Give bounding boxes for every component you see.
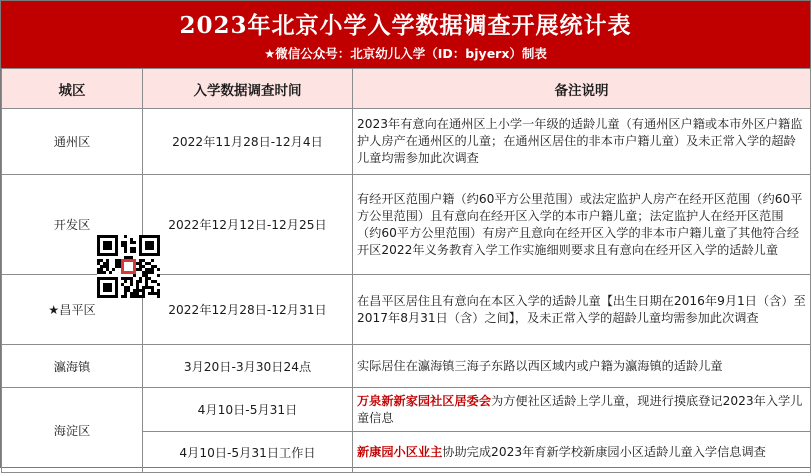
- qr-module: [139, 259, 142, 262]
- note-text: 协助完成2023年育新学校新康园小区适龄儿童入学信息调查: [442, 444, 766, 459]
- qr-module: [142, 271, 145, 274]
- qr-module: [133, 250, 136, 253]
- time-cell: 4月10日-5月31日: [143, 388, 353, 432]
- qr-module: [151, 271, 154, 274]
- qr-module: [121, 295, 124, 298]
- qr-module: [151, 259, 154, 262]
- qr-module: [145, 283, 148, 286]
- table-row: [2, 109, 811, 175]
- qr-module: [133, 274, 136, 277]
- qr-module: [145, 262, 148, 265]
- qr-module: [124, 247, 127, 250]
- page-subtitle: ★微信公众号：北京幼儿入学（ID：bjyerx）制表: [264, 46, 547, 61]
- qr-module: [130, 250, 133, 253]
- qr-module: [106, 265, 109, 268]
- qr-module: [136, 280, 139, 283]
- qr-module: [139, 295, 142, 298]
- qr-module: [103, 262, 106, 265]
- qr-module: [154, 265, 157, 268]
- time-cell: 2022年12月12日-12月25日: [143, 175, 353, 275]
- qr-module: [136, 295, 139, 298]
- qr-module: [139, 277, 142, 280]
- qr-finder-core: [103, 283, 112, 292]
- qr-module: [157, 292, 160, 295]
- qr-module: [145, 277, 148, 280]
- qr-module: [148, 271, 151, 274]
- qr-module: [124, 241, 127, 244]
- qr-module: [115, 262, 118, 265]
- qr-module: [124, 286, 127, 289]
- qr-module: [106, 262, 109, 265]
- qr-module: [127, 289, 130, 292]
- qr-module: [151, 280, 154, 283]
- qr-module: [130, 292, 133, 295]
- qr-module: [130, 238, 133, 241]
- qr-module: [133, 292, 136, 295]
- qr-module: [154, 280, 157, 283]
- qr-module: [145, 271, 148, 274]
- qr-module: [142, 289, 145, 292]
- time-cell: 3月20日-3月30日24点: [143, 345, 353, 388]
- qr-module: [133, 247, 136, 250]
- qr-module: [97, 271, 100, 274]
- qr-module: [109, 271, 112, 274]
- qr-module: [148, 262, 151, 265]
- qr-module: [157, 283, 160, 286]
- qr-module: [133, 241, 136, 244]
- qr-module: [124, 277, 127, 280]
- note-text: 为方便社区适龄上学儿童，现进行摸底登记2023年入学儿童信息: [357, 393, 803, 425]
- qr-module: [130, 277, 133, 280]
- qr-module: [97, 262, 100, 265]
- qr-module: [151, 265, 154, 268]
- qr-module: [103, 271, 106, 274]
- qr-module: [136, 289, 139, 292]
- qr-module: [157, 274, 160, 277]
- qr-center-logo-mark: [124, 262, 133, 271]
- qr-module: [139, 265, 142, 268]
- qr-module: [136, 283, 139, 286]
- qr-module: [145, 268, 148, 271]
- table-row: [2, 345, 811, 388]
- header-district: 城区: [2, 69, 143, 109]
- qr-finder-core: [103, 241, 112, 250]
- qr-module: [100, 265, 103, 268]
- highlight-text: 万泉新新家园社区居委会: [357, 393, 492, 408]
- qr-module: [136, 286, 139, 289]
- qr-module: [139, 268, 142, 271]
- qr-finder-core: [145, 241, 154, 250]
- qr-module: [124, 256, 127, 259]
- qr-module: [118, 265, 121, 268]
- time-cell: 2022年12月28日-12月31日: [143, 275, 353, 345]
- qr-module: [124, 295, 127, 298]
- qr-module: [100, 259, 103, 262]
- qr-module: [133, 295, 136, 298]
- qr-module: [139, 289, 142, 292]
- highlight-text: 新康园小区业主: [357, 444, 443, 459]
- qr-module: [124, 250, 127, 253]
- qr-module: [97, 259, 100, 262]
- note-cell: 实际居住在瀛海镇三海子东路以西区域内或户籍为瀛海镇的适龄儿童: [353, 345, 811, 388]
- note-cell: 在昌平区居住且有意向在本区入学的适龄儿童【出生日期在2016年9月1日（含）至2017年8月31日（含）之间】，及未正常入学的超龄儿童均需参加此次调查: [353, 275, 811, 345]
- qr-module: [142, 286, 145, 289]
- qr-module: [115, 259, 118, 262]
- qr-module: [148, 292, 151, 295]
- time-cell: 4月10日-5月31日工作日: [143, 432, 353, 473]
- qr-module: [100, 268, 103, 271]
- qr-module: [124, 292, 127, 295]
- district-cell: ★昌平区: [2, 275, 143, 345]
- qr-module: [124, 280, 127, 283]
- qr-code-image: [97, 235, 160, 298]
- qr-module: [106, 268, 109, 271]
- qr-module: [148, 268, 151, 271]
- district-cell: 海淀区: [2, 388, 143, 473]
- qr-module: [130, 241, 133, 244]
- qr-module: [124, 289, 127, 292]
- qr-module: [145, 286, 148, 289]
- qr-module: [136, 292, 139, 295]
- qr-module: [121, 244, 124, 247]
- qr-module: [148, 286, 151, 289]
- table-header-row: [2, 69, 811, 109]
- qr-module: [136, 268, 139, 271]
- qr-module: [145, 274, 148, 277]
- qr-module: [97, 268, 100, 271]
- qr-module: [157, 289, 160, 292]
- qr-module: [151, 292, 154, 295]
- qr-module: [112, 268, 115, 271]
- qr-module: [130, 280, 133, 283]
- qr-module: [142, 265, 145, 268]
- qr-module: [127, 277, 130, 280]
- qr-module: [121, 241, 124, 244]
- header-survey-time: 入学数据调查时间: [143, 69, 353, 109]
- qr-module: [118, 259, 121, 262]
- qr-module: [103, 265, 106, 268]
- qr-module: [130, 256, 133, 259]
- note-cell: 2023年有意向在通州区上小学一年级的适龄儿童（有通州区户籍或本市外区户籍监护人房产在通州区的儿童；在通州区居住的非本市户籍儿童）及未正常入学的超龄儿童均需参加此次调查: [353, 109, 811, 175]
- qr-module: [115, 265, 118, 268]
- qr-module: [136, 262, 139, 265]
- header-remarks: 备注说明: [353, 69, 811, 109]
- title-banner: [1, 1, 810, 68]
- qr-module: [142, 292, 145, 295]
- district-cell: 通州区: [2, 109, 143, 175]
- qr-module: [142, 259, 145, 262]
- qr-module: [148, 277, 151, 280]
- qr-module: [118, 262, 121, 265]
- qr-module: [145, 280, 148, 283]
- qr-module: [124, 235, 127, 238]
- qr-module: [121, 277, 124, 280]
- qr-module: [100, 271, 103, 274]
- time-cell: 2022年11月28日-12月4日: [143, 109, 353, 175]
- note-cell: [353, 388, 811, 432]
- qr-module: [157, 268, 160, 271]
- qr-module: [106, 259, 109, 262]
- qr-module: [139, 280, 142, 283]
- qr-module: [124, 244, 127, 247]
- qr-module: [130, 283, 133, 286]
- note-cell: [353, 432, 811, 473]
- page-title: 2023年北京小学入学数据调查开展统计表: [179, 12, 632, 39]
- qr-module: [151, 268, 154, 271]
- qr-module: [151, 289, 154, 292]
- district-cell: 开发区: [2, 175, 143, 275]
- qr-module: [139, 262, 142, 265]
- qr-module: [130, 295, 133, 298]
- qr-module: [133, 289, 136, 292]
- qr-module: [121, 283, 124, 286]
- note-cell: 有经开区范围户籍（约60平方公里范围）或法定监护人房产在经开区范围（约60平方公里范围）且有意向在经开区入学的本市户籍儿童；法定监护人在经开区范围（约60平方公里范围）有房产且意向在经开区入学的非本市户籍儿童了其他符合经开区2022年义务教育入学工作实施细则要求且有意向在经开区入学的适龄儿童: [353, 175, 811, 275]
- qr-module: [130, 247, 133, 250]
- qr-module: [142, 295, 145, 298]
- qr-module: [127, 256, 130, 259]
- qr-module: [151, 286, 154, 289]
- qr-module: [142, 274, 145, 277]
- table-row: [2, 388, 811, 432]
- qr-module: [127, 286, 130, 289]
- district-cell: 瀛海镇: [2, 345, 143, 388]
- qr-module: [154, 292, 157, 295]
- qr-module: [157, 295, 160, 298]
